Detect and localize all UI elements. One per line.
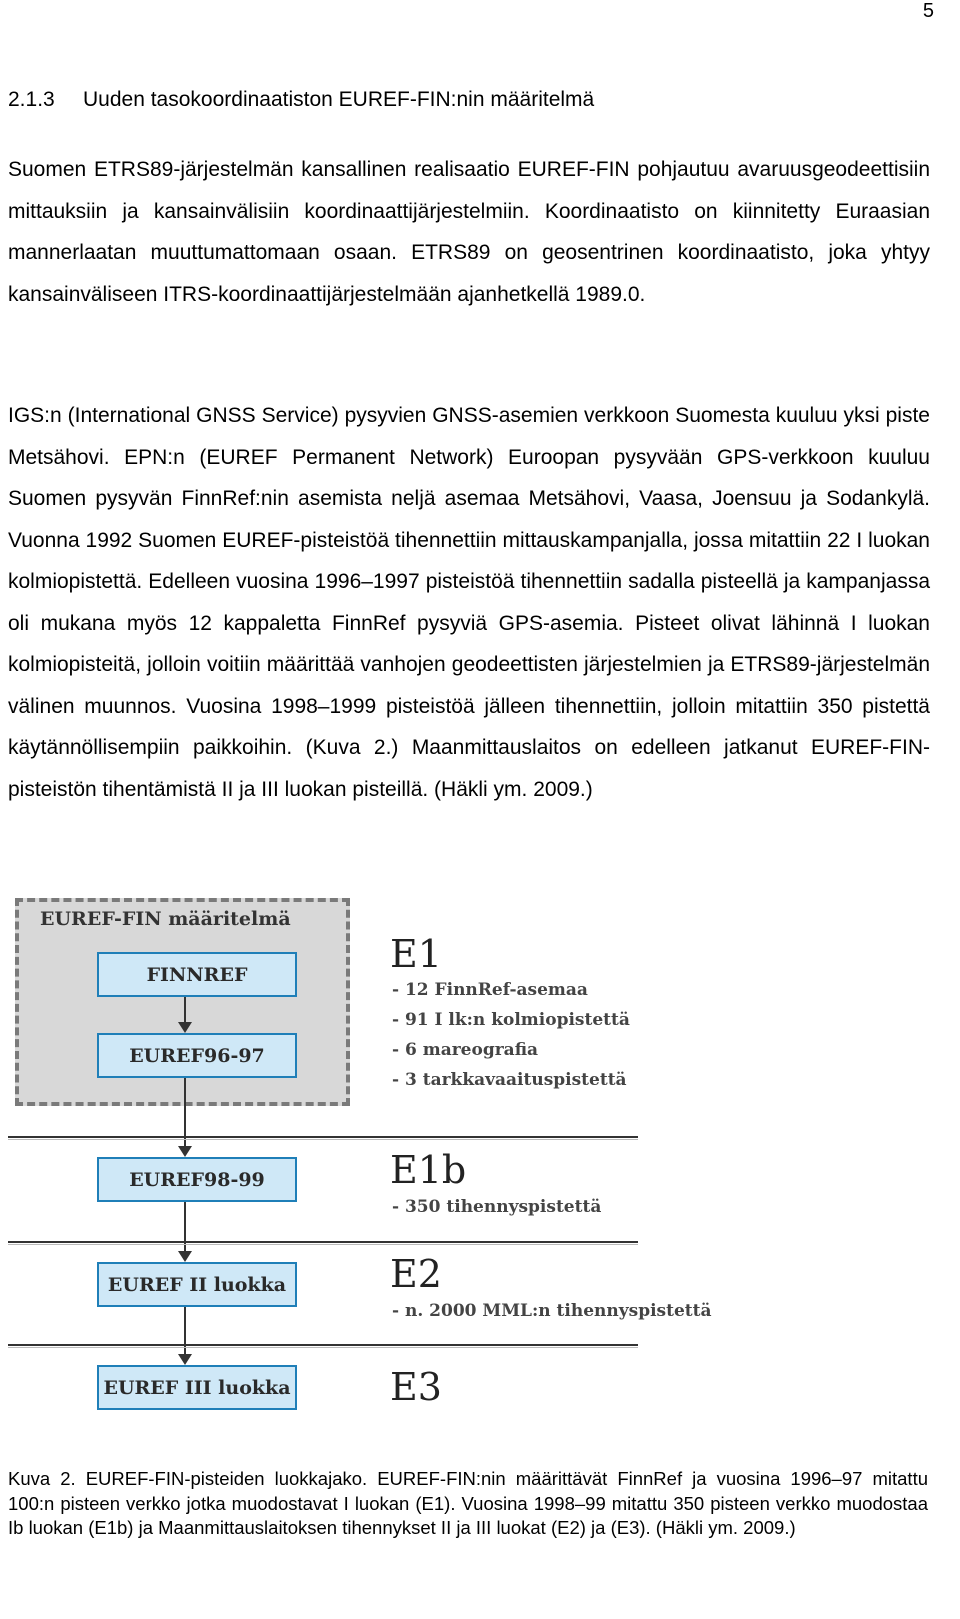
list-item: - 350 tihennyspistettä — [392, 1197, 602, 1217]
paragraph-2: IGS:n (International GNSS Service) pysyvien GNSS-asemien verkkoon Suomesta kuuluu yksi piste Metsähovi. EPN:n (EUREF Permanent Network) Euroopan pysyvään GPS-verkkoon kuuluu Suomen pysyvän FinnRef:nin asemista neljä asemaa Metsähovi, Vaasa, Joensuu ja Sodankylä. Vuonna 1992 Suomen EUREF-pisteistöä tihennettiin mittauskampanjalla, jossa mitattiin 22 I luokan kolmiopistettä. Edelleen vuosina 1996–1997 pisteistöä tihennettiin sadalla pisteellä ja kampanjassa oli mukana myös 12 kappaletta FinnRef pysyviä GPS-asemia. Pisteet olivat lähinnä I luokan kolmiopisteitä, jolloin voitiin määrittää vanhojen geodeettisten järjestelmien ja ETRS89-järjestelmän välinen muunnos. Vuosina 1998–1999 pisteistöä jälleen tihennettiin, jolloin mitattiin 350 pistettä käytännöllisempiin paikkoihin. (Kuva 2.) Maanmittauslaitos on edelleen jatkanut EUREF-FIN-pisteistön tihentämistä II ja III luokan pisteillä. (Häkli ym. 2009.) — [8, 404, 930, 801]
connector-line — [184, 997, 186, 1022]
class-e1b-list — [392, 1192, 601, 1222]
class-e1-list — [392, 975, 630, 1095]
separator-line — [8, 1241, 638, 1243]
list-item: - 91 I lk:n kolmiopistettä — [392, 1010, 630, 1030]
section-number: 2.1.3 — [8, 88, 55, 111]
separator-shadow — [8, 1347, 638, 1348]
section-heading — [8, 88, 594, 112]
separator-line — [8, 1136, 638, 1138]
figure-box-title: EUREF-FIN määritelmä — [40, 908, 291, 930]
class-e2-list — [392, 1296, 712, 1326]
section-title: Uuden tasokoordinaatiston EUREF-FIN:nin määritelmä — [83, 88, 595, 111]
euref-ii-box: EUREF II luokka — [97, 1262, 297, 1307]
figure-caption: Kuva 2. EUREF-FIN-pisteiden luokkajako. EUREF-FIN:nin määrittävät FinnRef ja vuosina 1996–97 mitattu 100:n pisteen verkko jotka muodostavat I luokan (E1). Vuosina 1998–99 mitattu 350 pisteen verkko muodostaa Ib luokan (E1b) ja Maanmittauslaitoksen tihennykset II ja III luokat (E2) ja (E3). (Häkli ym. 2009.) — [8, 1468, 928, 1538]
page-number: 5 — [922, 0, 934, 22]
list-item: - n. 2000 MML:n tihennyspistettä — [392, 1301, 712, 1321]
separator-shadow — [8, 1244, 638, 1245]
class-label-e2: E2 — [390, 1252, 442, 1296]
separator-shadow — [8, 1139, 638, 1140]
list-item: - 3 tarkkavaaituspistettä — [392, 1070, 627, 1090]
finnref-box: FINNREF — [97, 952, 297, 997]
class-label-e3: E3 — [390, 1365, 442, 1409]
euref-iii-box: EUREF III luokka — [97, 1365, 297, 1410]
euref96-97-box: EUREF96-97 — [97, 1033, 297, 1078]
class-label-e1: E1 — [390, 932, 442, 976]
list-item: - 12 FinnRef-asemaa — [392, 980, 588, 1000]
class-label-e1b: E1b — [390, 1148, 467, 1192]
arrow-down-icon — [178, 1022, 192, 1033]
list-item: - 6 mareografia — [392, 1040, 539, 1060]
paragraph-1: Suomen ETRS89-järjestelmän kansallinen realisaatio EUREF-FIN pohjautuu avaruusgeodeettisiin mittauksiin ja kansainvälisiin koordinaattijärjestelmiin. Koordinaatisto on kiinnitetty Euraasian mannerlaatan muuttumattomaan osaan. ETRS89 on geosentrinen koordinaatisto, joka yhtyy kansainväliseen ITRS-koordinaattijärjestelmään ajanhetkellä 1989.0. — [8, 158, 930, 306]
arrow-down-icon — [178, 1146, 192, 1157]
euref-classification-figure — [0, 880, 960, 1440]
euref98-99-box: EUREF98-99 — [97, 1157, 297, 1202]
arrow-down-icon — [178, 1354, 192, 1365]
arrow-down-icon — [178, 1251, 192, 1262]
separator-line — [8, 1344, 638, 1346]
